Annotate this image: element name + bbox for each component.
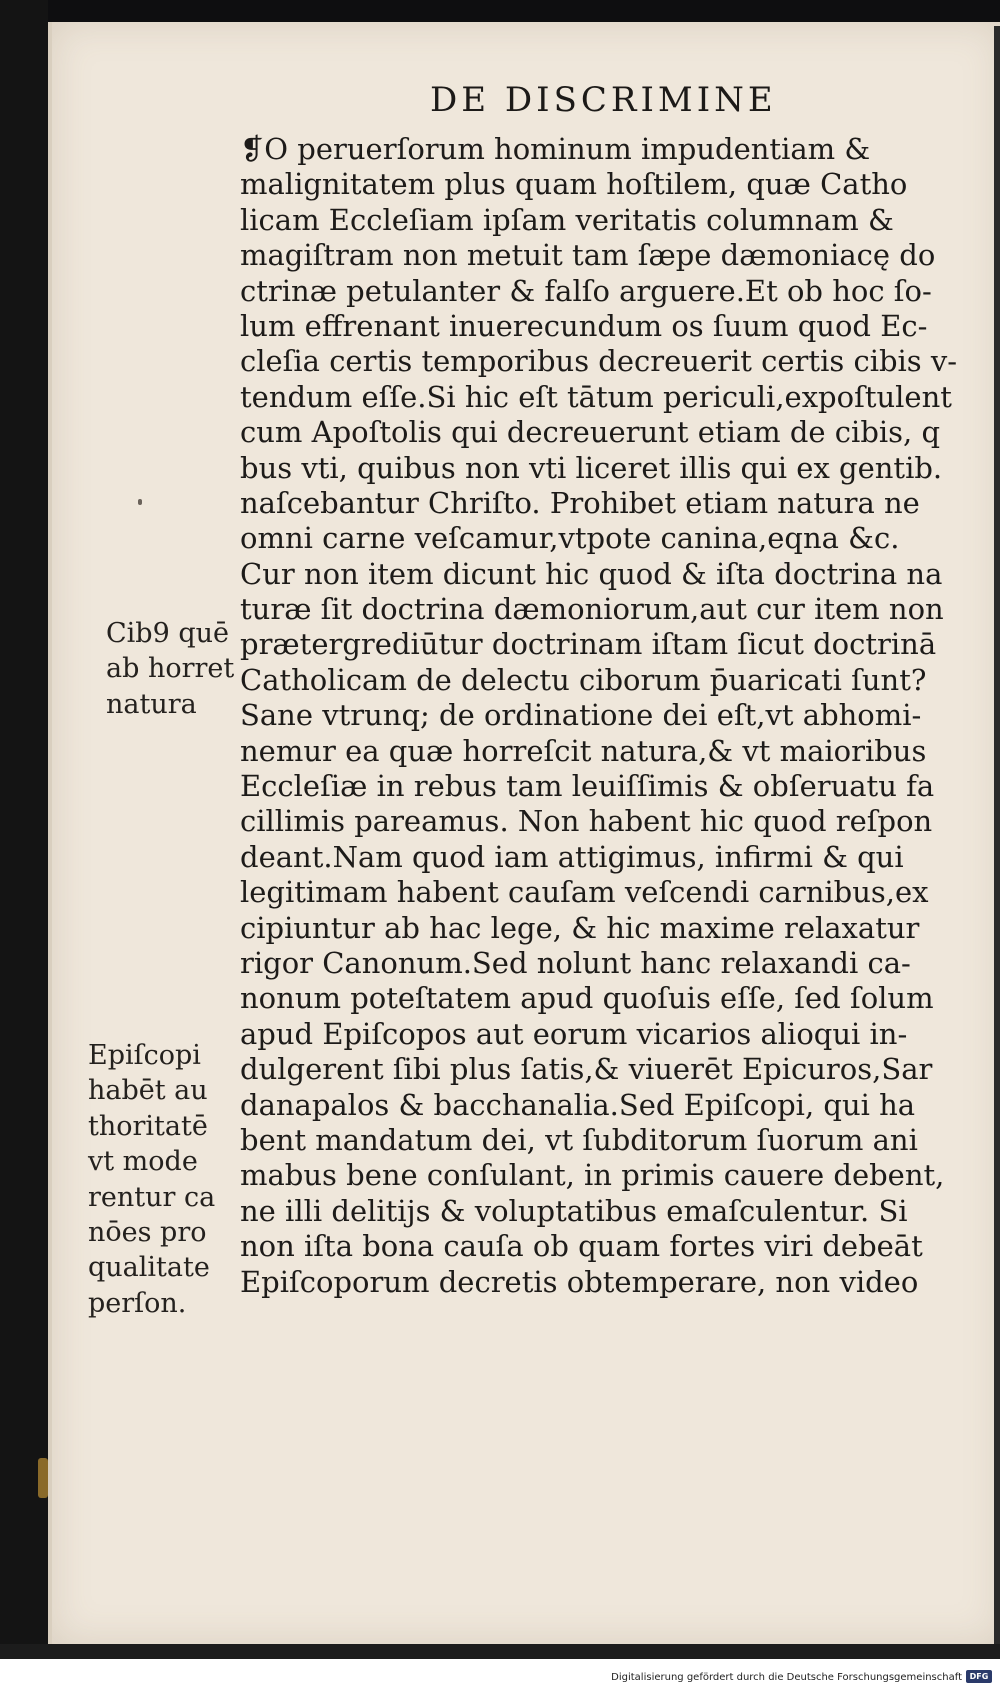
- margin-note-line: rentur ca: [88, 1181, 216, 1213]
- text-line: ctrinæ petulanter & falſo arguere.Et ob hoc ſo-: [240, 273, 932, 308]
- scan-background-left: [0, 0, 48, 1695]
- text-line: tendum eſſe.Si hic eſt tātum periculi,expoſtulent: [240, 379, 952, 414]
- text-line: nemur ea quæ horreſcit natura,& vt maioribus: [240, 733, 927, 768]
- margin-note-line: ab horret: [106, 653, 235, 685]
- text-line: dulgerent ſibi plus ſatis,& viuerēt Epicuros,Sar: [240, 1052, 933, 1087]
- text-line: licam Eccleſiam ipſam veritatis columnam &: [240, 202, 894, 237]
- margin-note-line: perſon.: [88, 1287, 187, 1319]
- text-line: ❡O peruerſorum hominum impudentiam &: [240, 132, 871, 166]
- text-line: bent mandatum dei, vt ſubditorum ſuorum ani: [240, 1122, 918, 1157]
- margin-note-line: Epiſcopi: [88, 1040, 201, 1071]
- text-line: bus vti, quibus non vti liceret illis qui ex gentib.: [240, 450, 943, 485]
- text-line: legitimam habent cauſam veſcendi carnibus,ex: [240, 875, 929, 910]
- margin-note-line: nōes pro: [88, 1216, 207, 1248]
- text-line: nonum poteſtatem apud quoſuis eſſe, ſed ſolum: [240, 981, 934, 1016]
- running-heading: DE DISCRIMINE: [430, 80, 777, 120]
- margin-note-line: qualitate: [88, 1252, 210, 1284]
- text-line: non iſta bona cauſa ob quam fortes viri debeāt: [240, 1229, 923, 1264]
- text-line: cleſia certis temporibus decreuerit certis cibis v-: [240, 344, 958, 379]
- margin-note-line: vt mode: [88, 1146, 198, 1178]
- text-line: rigor Canonum.Sed nolunt hanc relaxandi ca-: [240, 945, 911, 980]
- margin-note-line: thoritatē: [88, 1110, 208, 1142]
- text-line: danapalos & bacchanalia.Sed Epiſcopi, qui ha: [240, 1087, 916, 1122]
- text-line: malignitatem plus quam hoſtilem, quæ Catho: [240, 167, 908, 202]
- text-line: apud Epiſcopos aut eorum vicarios alioqui in-: [240, 1016, 908, 1051]
- text-line: prætergrediūtur doctrinam iſtam ſicut doctrinā: [240, 627, 937, 662]
- text-line: mabus bene conſulant, in primis cauere debent,: [240, 1158, 945, 1193]
- digitization-credit: Digitalisierung gefördert durch die Deutsche Forschungsgemeinschaft: [611, 1672, 962, 1683]
- text-line: cipiuntur ab hac lege, & hic maxime relaxatur: [240, 910, 920, 945]
- margin-note-line: Cib9 quē: [106, 618, 229, 649]
- text-line: Eccleſiæ in rebus tam leuiſſimis & obſeruatu fa: [240, 769, 935, 804]
- margin-note-episcopi: [88, 1038, 215, 1321]
- text-line: magiſtram non metuit tam ſæpe dæmoniacę do: [240, 238, 936, 273]
- text-line: deant.Nam quod iam attigimus, infirmi & qui: [240, 839, 904, 874]
- text-line: turæ ſit doctrina dæmoniorum,aut cur item non: [240, 592, 944, 627]
- page-edge: [994, 26, 1000, 1646]
- text-line: Epiſcoporum decretis obtemperare, non video: [240, 1264, 919, 1299]
- scan-background-bottom: [0, 1644, 1000, 1659]
- text-line: cillimis pareamus. Non habent hic quod reſpon: [240, 804, 933, 839]
- text-line: Cur non item dicunt hic quod & iſta doctrina na: [240, 556, 943, 591]
- text-line: Sane vtrunq; de ordinatione dei eſt,vt abhomi-: [240, 698, 922, 733]
- text-line: lum effrenant inuerecundum os ſuum quod Ec-: [240, 308, 928, 343]
- text-line: naſcebantur Chriſto. Prohibet etiam natura ne: [240, 485, 920, 520]
- text-line: Catholicam de delectu ciborum p̄uaricati ſunt?: [240, 662, 927, 697]
- margin-note-line: habēt au: [88, 1075, 208, 1107]
- text-line: omni carne veſcamur,vtpote canina,eqna &c.: [240, 521, 900, 556]
- text-line: cum Apoſtolis qui decreuerunt etiam de cibis, q: [240, 415, 941, 450]
- margin-note-line: natura: [106, 688, 197, 720]
- body-text: [240, 132, 980, 1300]
- margin-note-cibus: [106, 616, 234, 722]
- ink-smudge: [138, 499, 142, 505]
- page-tab-mark: [38, 1458, 48, 1498]
- text-line: ne illi delitijs & voluptatibus emaſculentur. Si: [240, 1193, 908, 1228]
- dfg-logo: DFG: [966, 1670, 992, 1683]
